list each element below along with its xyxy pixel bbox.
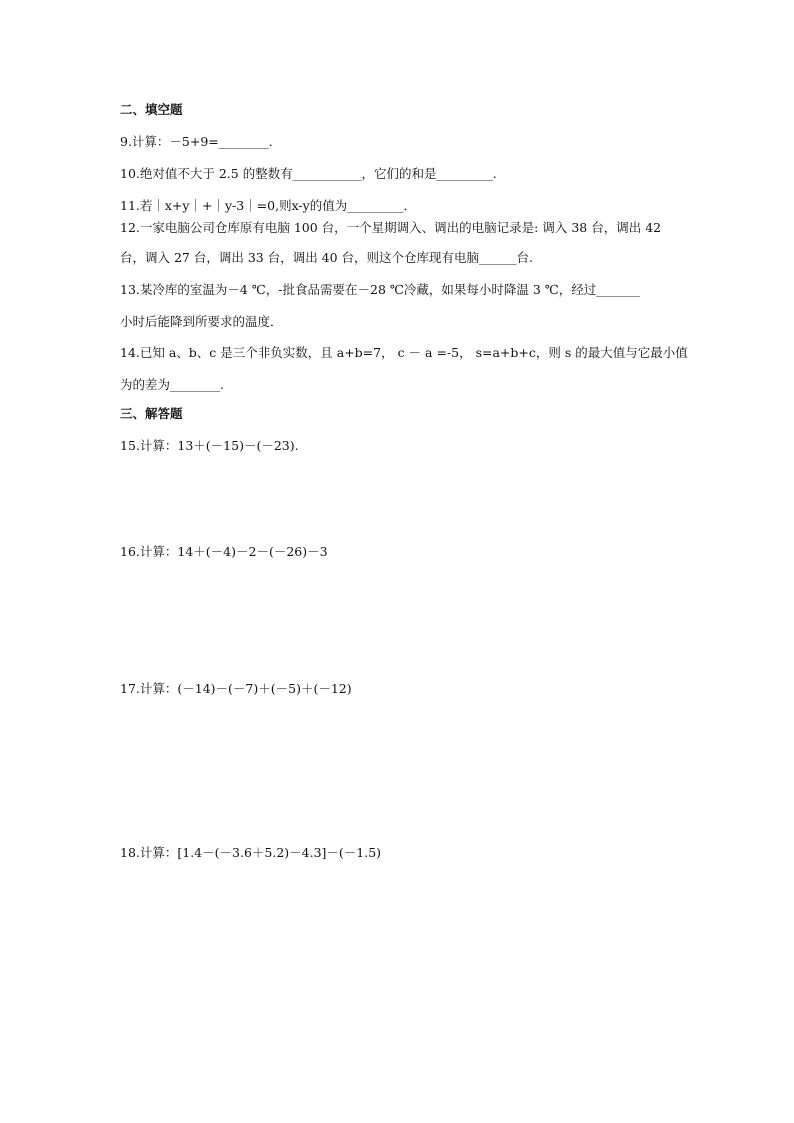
question-18: 18.计算：[1.4－(－3.6＋5.2)－4.3]－(－1.5) xyxy=(120,845,382,860)
question-14-line-2: 为的差为________. xyxy=(120,377,224,392)
section-heading-answer: 三、解答题 xyxy=(120,406,183,421)
question-14-line-1: 14.已知 a、b、c 是三个非负实数，且 a+b=7， c － a =-5， s=a+b+c，则 s 的最大值与它最小值 xyxy=(120,345,688,360)
section-heading-fill-in: 二、填空题 xyxy=(120,102,183,117)
question-15: 15.计算：13＋(－15)－(－23). xyxy=(120,438,299,453)
question-12-line-2: 台，调入 27 台，调出 33 台，调出 40 台，则这个仓库现有电脑______台. xyxy=(120,250,534,265)
question-12-line-1: 12.一家电脑公司仓库原有电脑 100 台，一个星期调入、调出的电脑记录是: 调入 38 台，调出 42 xyxy=(120,220,662,235)
question-13-line-1: 13.某冷库的室温为－4 ℃，-批食品需要在－28 ℃冷藏，如果每小时降温 3 ℃，经过_______ xyxy=(120,282,641,297)
question-10: 10.绝对值不大于 2.5 的整数有___________，它们的和是_________. xyxy=(120,166,497,181)
question-13-line-2: 小时后能降到所要求的温度． xyxy=(120,314,283,329)
question-16: 16.计算：14＋(－4)－2－(－26)－3 xyxy=(120,544,328,559)
question-11: 11.若｜x+y｜+｜y-3｜=0,则x-y的值为_________． xyxy=(120,198,416,213)
question-9: 9.计算：－5+9=________． xyxy=(120,134,282,149)
question-17: 17.计算：(－14)－(－7)＋(－5)＋(－12) xyxy=(120,681,352,696)
